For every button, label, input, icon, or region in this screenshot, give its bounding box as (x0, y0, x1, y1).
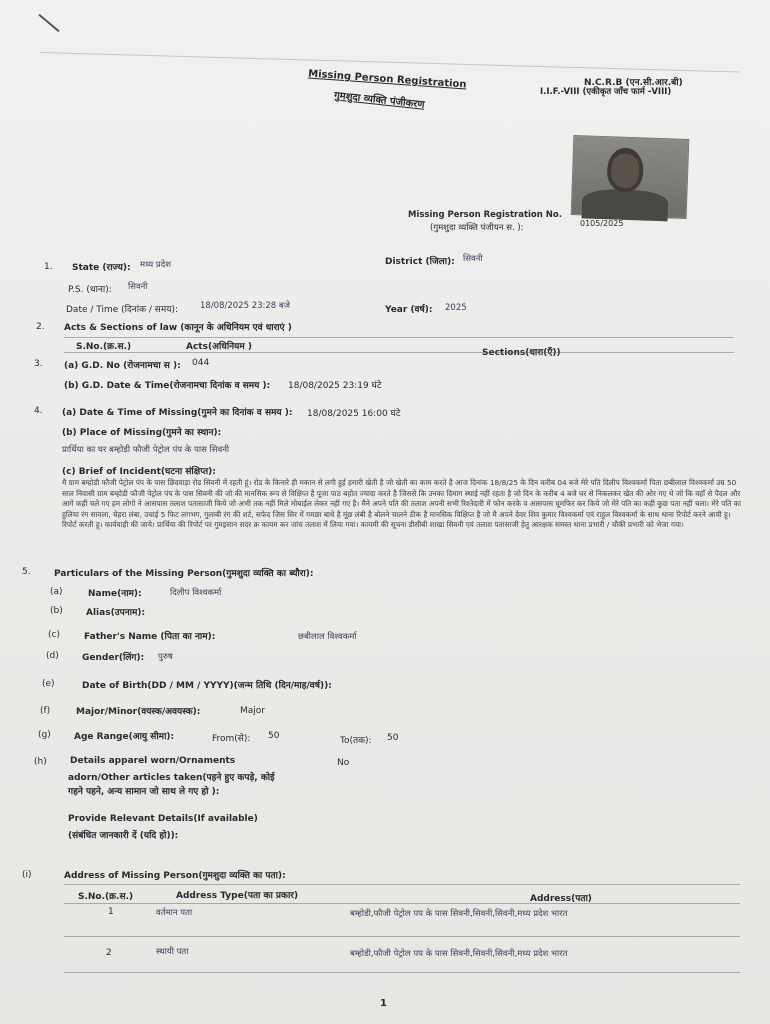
address-table-header-rule (64, 903, 740, 904)
father-label: Father's Name (पिता का नाम): (84, 632, 216, 642)
age-to-label: To(तक): (340, 736, 372, 746)
registration-no-value: 0105/2025 (580, 219, 624, 228)
address-label: Address of Missing Person(गुमशुदा व्यक्ति का पता): (64, 871, 286, 881)
acts-table-bottom-rule (64, 352, 734, 353)
registration-no-label-hi: (गुमशुदा व्यक्ति पंजीयन स. ): (430, 223, 524, 233)
address-col-type: Address Type(पता का प्रकार) (176, 891, 299, 901)
major-minor-value: Major (240, 706, 265, 716)
address-col-address: Address(पता) (530, 894, 592, 904)
pen-mark (38, 14, 59, 32)
address-row-2-type: स्थायी पता (156, 947, 189, 957)
section-5-number: 5. (22, 567, 31, 577)
gd-no-value: 044 (192, 358, 210, 368)
acts-col-sections: Sections(धारा(एँ)) (482, 348, 561, 358)
missing-person-photo (571, 135, 690, 219)
district-value: सिवनी (463, 254, 483, 264)
apparel-mark: (h) (34, 757, 47, 767)
age-from-label: From(से): (212, 734, 251, 744)
missing-datetime-label: (a) Date & Time of Missing(गुमने का दिनांक व समय ): (62, 408, 293, 418)
gender-label: Gender(लिंग): (82, 653, 145, 663)
ps-value: सिवनी (128, 282, 148, 292)
state-label: State (राज्य): (72, 263, 131, 273)
place-label: (b) Place of Missing(गुमने का स्थान): (62, 428, 222, 438)
year-label: Year (वर्ष): (385, 305, 433, 315)
acts-table-top-rule (64, 337, 734, 338)
dob-mark: (e) (42, 679, 55, 689)
father-mark: (c) (48, 630, 60, 640)
apparel-label-line2: adorn/Other articles taken(पहने हुए कपड़े, कोई (68, 773, 275, 783)
address-row-1-sno: 1 (108, 907, 114, 917)
paper-crease (40, 52, 740, 73)
relevant-details-line2: (संबंधित जानकारी दें (यदि हो)): (68, 831, 179, 841)
name-mark: (a) (50, 587, 63, 597)
apparel-label-line3: गहने पहने, अन्य सामान जो साथ ले गए हो ): (68, 787, 220, 797)
particulars-label: Particulars of the Missing Person(गुमशुदा व्यक्ति का ब्यौरा): (54, 569, 314, 579)
address-table-top-rule (64, 884, 740, 885)
datetime-label: Date / Time (दिनांक / समय): (66, 305, 178, 315)
address-row-1-address: बम्होडी,फौजी पेट्रोल पप के पास सिवनी,सिवनी,सिवनी,मध्य प्रदेश भारत (350, 909, 568, 919)
brief-label: (c) Brief of Incident(घटना संक्षिप्त): (62, 467, 216, 477)
major-minor-mark: (f) (40, 706, 51, 716)
section-2-number: 2. (36, 322, 45, 332)
relevant-details-line1: Provide Relevant Details(If available) (68, 814, 258, 824)
registration-no-label: Missing Person Registration No. (408, 210, 562, 220)
gender-mark: (d) (46, 651, 59, 661)
gd-datetime-value: 18/08/2025 23:19 घंटे (288, 381, 382, 391)
gd-no-label: (a) G.D. No (रोजनामचा स ): (64, 361, 181, 371)
address-row-1-type: वर्तमान पता (156, 908, 193, 918)
place-value: प्रार्थिया का घर बम्होडी फौजी पेट्रोल पंप के पास सिवनी (62, 445, 230, 455)
apparel-value: No (337, 758, 350, 768)
age-from-value: 50 (268, 731, 280, 741)
photo-shoulders (582, 188, 669, 221)
section-1-number: 1. (44, 262, 53, 272)
address-col-sno: S.No.(क्र.स.) (78, 892, 134, 902)
name-value: दिलीप विश्वकर्मा (170, 588, 222, 598)
form-code: I.I.F.-VIII (एकीकृत जाँच फार्म -VIII) (540, 87, 672, 97)
form-title-hi: गुमशुदा व्यक्ति पंजीकरण (333, 90, 426, 111)
address-mark: (i) (22, 870, 32, 880)
datetime-value: 18/08/2025 23:28 बजे (200, 301, 291, 311)
father-value: छबीलाल विश्वकर्मा (298, 632, 357, 642)
alias-label: Alias(उपनाम): (86, 608, 146, 618)
section-4-number: 4. (34, 406, 43, 416)
section-3-number: 3. (34, 359, 43, 369)
form-title-en: Missing Person Registration (307, 68, 467, 91)
district-label: District (जिला): (385, 257, 455, 267)
address-row-2-rule (64, 972, 740, 973)
state-value: मध्य प्रदेश (140, 260, 172, 270)
alias-mark: (b) (50, 606, 63, 616)
address-row-2-address: बम्होडी,फौजी पेट्रोल पप के पास सिवनी,सिवनी,सिवनी,मध्य प्रदेश भारत (350, 949, 568, 959)
major-minor-label: Major/Minor(वयस्क/अवयस्क): (76, 707, 201, 717)
acts-sections-label: Acts & Sections of law (कानून के अधिनियम एवं धाराएं ) (64, 323, 292, 333)
brief-text: मै ग्राम बम्होडी फौजी पेट्रोल पंप के पास छिंदवाड़ा रोड सिवनी में रहती हूं। रोड के किनारे ही मकान से लगी हुई हमारी खेती है जो खेती का काम करते है आज दिनांक 18/8/25 के दिन करीब 04 बजे मेरे पति दिलीप विश्वकर्मा पिता छबीलाल विश्वकर्मा उम्र 50 साल निवासी ग्राम बम्होडी फौजी पेट्रोल पंप के पास सिवनी की जो की मानसिक रूप से विक्षिप्त है पूजा पाठ बहोत ज्यादा करते है जिससे कि उनका दिमाग स्थाई नहीं रहता है जो दिन के करीब 4 बजे घर से निकलकर खेत की ओर गए थे जो कि वहाँ से पैदल और आगे कहीं चले गए हम लोगो ने आसपास तलाश पतासाजी किये जो अभी तक नहीं मिले मोबाईल लेकर नहीं गए है। मैने अपने पति की तलाश अपनी सभी रिश्तेदारी में फोन करके व आसपास घूमफिर कर किये जो मेरे पति का कही कुछ पता नहीं चला। मेरे पति का हुलिया रंग सावला, चेहरा लंबा, उचाई 5 फिट लगभग, गुलाबी रंग की शर्ट, सफेद जिस सिर में गमछा बाधे है मूंछ लंबी है बोलने चालने ठीक है मानसिक विक्षिप्त है जो मै अपने देवर शिव कुमार विश्वकर्मा एवं राहुल विश्वकर्मा के साथ थाना रिपोर्ट करने आयी हू। रिपोर्ट करती हू। कार्यवाही की जाये। प्रार्थिया की रिपोर्ट पर गुमइसान सदर क्र कायम कर जांच तलाश में लिया गया। कायमी की सूचना डीसीबी शाखा सिवनी एवं तलाश पतासाजी हेतु आरक्षक समस्त थाना प्रभारी / चौकी प्रभारी को भेजा गया। (62, 478, 742, 529)
dob-label: Date of Birth(DD / MM / YYYY)(जन्म तिथि (दिन/माह/वर्ष)): (82, 681, 332, 691)
acts-col-sno: S.No.(क्र.स.) (76, 342, 132, 352)
page-number: 1 (380, 998, 387, 1009)
gender-value: पुरुष (158, 652, 173, 662)
ps-label: P.S. (थाना): (68, 285, 112, 295)
apparel-label-line1: Details apparel worn/Ornaments (70, 756, 236, 766)
address-row-2-sno: 2 (106, 948, 112, 958)
age-range-label: Age Range(आयु सीमा): (74, 732, 175, 742)
year-value: 2025 (445, 303, 467, 313)
gd-datetime-label: (b) G.D. Date & Time(रोजनामचा दिनांक व समय ): (64, 381, 271, 391)
address-row-1-rule (64, 936, 740, 937)
ncrb-label: N.C.R.B (एन.सी.आर.बी) (584, 78, 683, 88)
photo-face (611, 153, 640, 188)
age-to-value: 50 (387, 733, 399, 743)
missing-datetime-value: 18/08/2025 16:00 घंटे (307, 409, 401, 419)
name-label: Name(नाम): (88, 589, 142, 599)
acts-col-acts: Acts(अधिनियम ) (186, 342, 252, 352)
age-range-mark: (g) (38, 730, 51, 740)
